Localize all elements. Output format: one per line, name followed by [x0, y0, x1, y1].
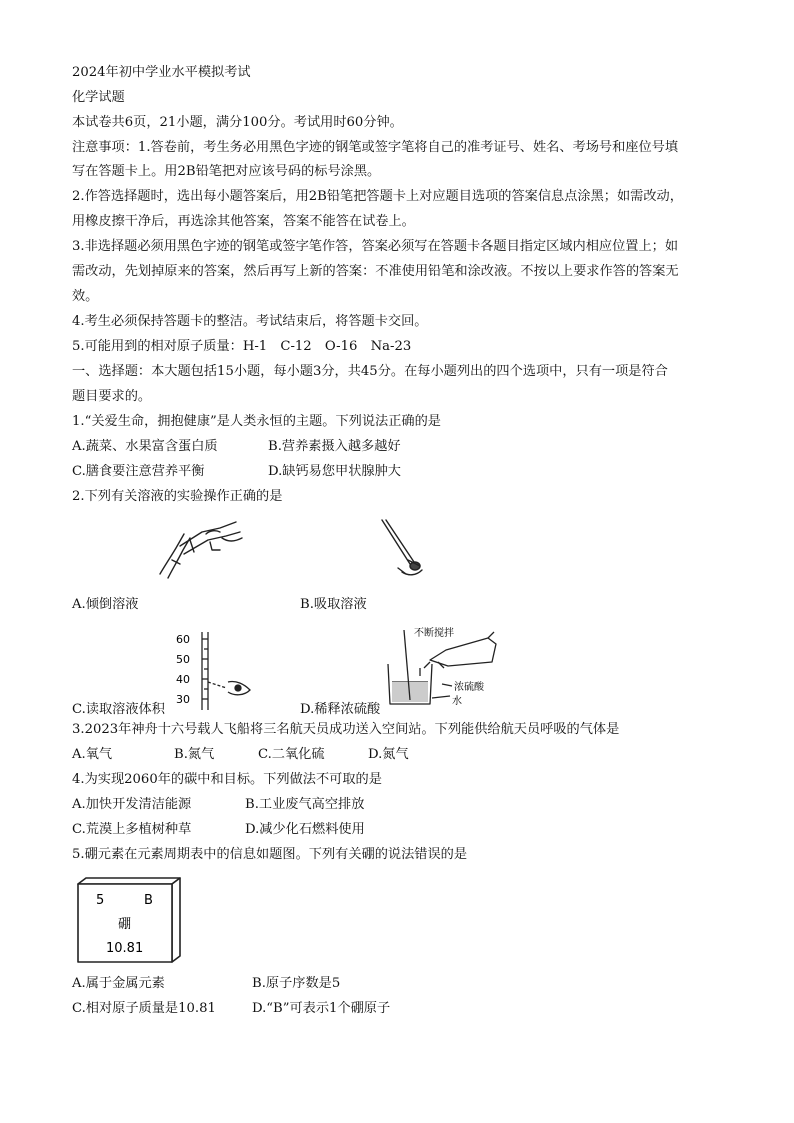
q5-option-a: A.属于金属元素	[72, 976, 165, 991]
q4-option-a: A.加快开发清洁能源	[72, 797, 192, 812]
q1-stem: 1.“关爱生命，拥抱健康”是人类永恒的主题。下列说法正确的是	[72, 414, 441, 429]
q1-option-a: A.蔬菜、水果富含蛋白质	[72, 439, 218, 454]
q1-option-b: B.营养素摄入越多越好	[268, 439, 401, 454]
exam-title: 2024年初中学业水平模拟考试	[72, 65, 251, 80]
ruler-tick-40: 40	[176, 673, 190, 686]
q2-stem: 2.下列有关溶液的实验操作正确的是	[72, 489, 283, 504]
element-atomic-number: 5	[96, 893, 105, 908]
q3-option-c: C.二氧化硫	[258, 747, 325, 762]
note-4: 4.考生必须保持答题卡的整洁。考试结束后，将答题卡交回。	[72, 314, 428, 329]
section-1-line-1: 一、选择题：本大题包括15小题，每小题3分，共45分。在每小题列出的四个选项中，只有一项是符合	[72, 364, 668, 379]
note-2-line-1: 2.作答选择题时，选出每小题答案后，用2B铅笔把答题卡上对应题目选项的答案信息点涂黑；如需改动，	[72, 189, 683, 204]
q5-option-d: D.“B”可表示1个硼原子	[252, 1001, 391, 1016]
note-3-line-3: 效。	[72, 289, 99, 304]
ruler-tick-50: 50	[176, 653, 190, 666]
element-atomic-mass: 10.81	[106, 941, 144, 956]
water-label: 水	[452, 696, 462, 707]
dropper-figure	[372, 514, 434, 586]
section-1-line-2: 题目要求的。	[72, 389, 152, 404]
note-2-line-2: 用橡皮擦干净后，再选涂其他答案，答案不能答在试卷上。	[72, 214, 415, 229]
subject-title: 化学试题	[72, 90, 125, 105]
dilution-figure	[384, 624, 504, 714]
q2-option-c: C.读取溶液体积	[72, 702, 165, 717]
stir-label: 不断搅拌	[414, 628, 454, 639]
element-symbol: B	[144, 893, 153, 908]
q4-stem: 4.为实现2060年的碳中和目标。下列做法不可取的是	[72, 772, 382, 787]
note-1-line-2: 写在答题卡上。用2B铅笔把对应该号码的标号涂黑。	[72, 164, 381, 179]
q1-option-d: D.缺钙易您甲状腺肿大	[268, 464, 401, 479]
note-3-line-2: 需改动，先划掉原来的答案，然后再写上新的答案：不准使用铅笔和涂改液。不按以上要求作答的答案无	[72, 264, 679, 279]
note-1-line-1: 注意事项：1.答卷前，考生务必用黑色字迹的钢笔或签字笔将自己的准考证号、姓名、考场号和座位号填	[72, 140, 679, 155]
q4-option-d: D.减少化石燃料使用	[245, 822, 365, 837]
boron-element-card	[76, 876, 186, 966]
q3-option-a: A.氧气	[72, 747, 113, 762]
q4-option-c: C.荒漠上多植树种草	[72, 822, 192, 837]
q2-option-d: D.稀释浓硫酸	[300, 702, 381, 717]
q5-option-b: B.原子序数是5	[252, 976, 341, 991]
q5-stem: 5.硼元素在元素周期表中的信息如题图。下列有关硼的说法错误的是	[72, 847, 468, 862]
ruler-tick-60: 60	[176, 633, 190, 646]
q1-option-c: C.膳食要注意营养平衡	[72, 464, 205, 479]
graduated-cylinder-figure	[172, 630, 264, 712]
q5-option-c: C.相对原子质量是10.81	[72, 1001, 216, 1016]
intro-text: 本试卷共6页，21小题，满分100分。考试用时60分钟。	[72, 115, 403, 130]
note-3-line-1: 3.非选择题必须用黑色字迹的钢笔或签字笔作答，答案必须写在答题卡各题目指定区域内相应位置上；如	[72, 239, 679, 254]
acid-label: 浓硫酸	[454, 682, 484, 693]
q3-option-d: D.氮气	[368, 747, 409, 762]
q3-stem: 3.2023年神舟十六号载人飞船将三名航天员成功送入空间站。下列能供给航天员呼吸的气体是	[72, 722, 620, 737]
q4-option-b: B.工业废气高空排放	[245, 797, 365, 812]
q3-option-b: B.氮气	[174, 747, 215, 762]
q2-option-a: A.倾倒溶液	[72, 597, 139, 612]
ruler-tick-30: 30	[176, 693, 190, 706]
q2-option-b: B.吸取溶液	[300, 597, 367, 612]
pouring-solution-figure	[150, 512, 250, 584]
element-name: 硼	[118, 917, 132, 932]
note-5: 5.可能用到的相对原子质量：H-1 C-12 O-16 Na-23	[72, 339, 412, 354]
